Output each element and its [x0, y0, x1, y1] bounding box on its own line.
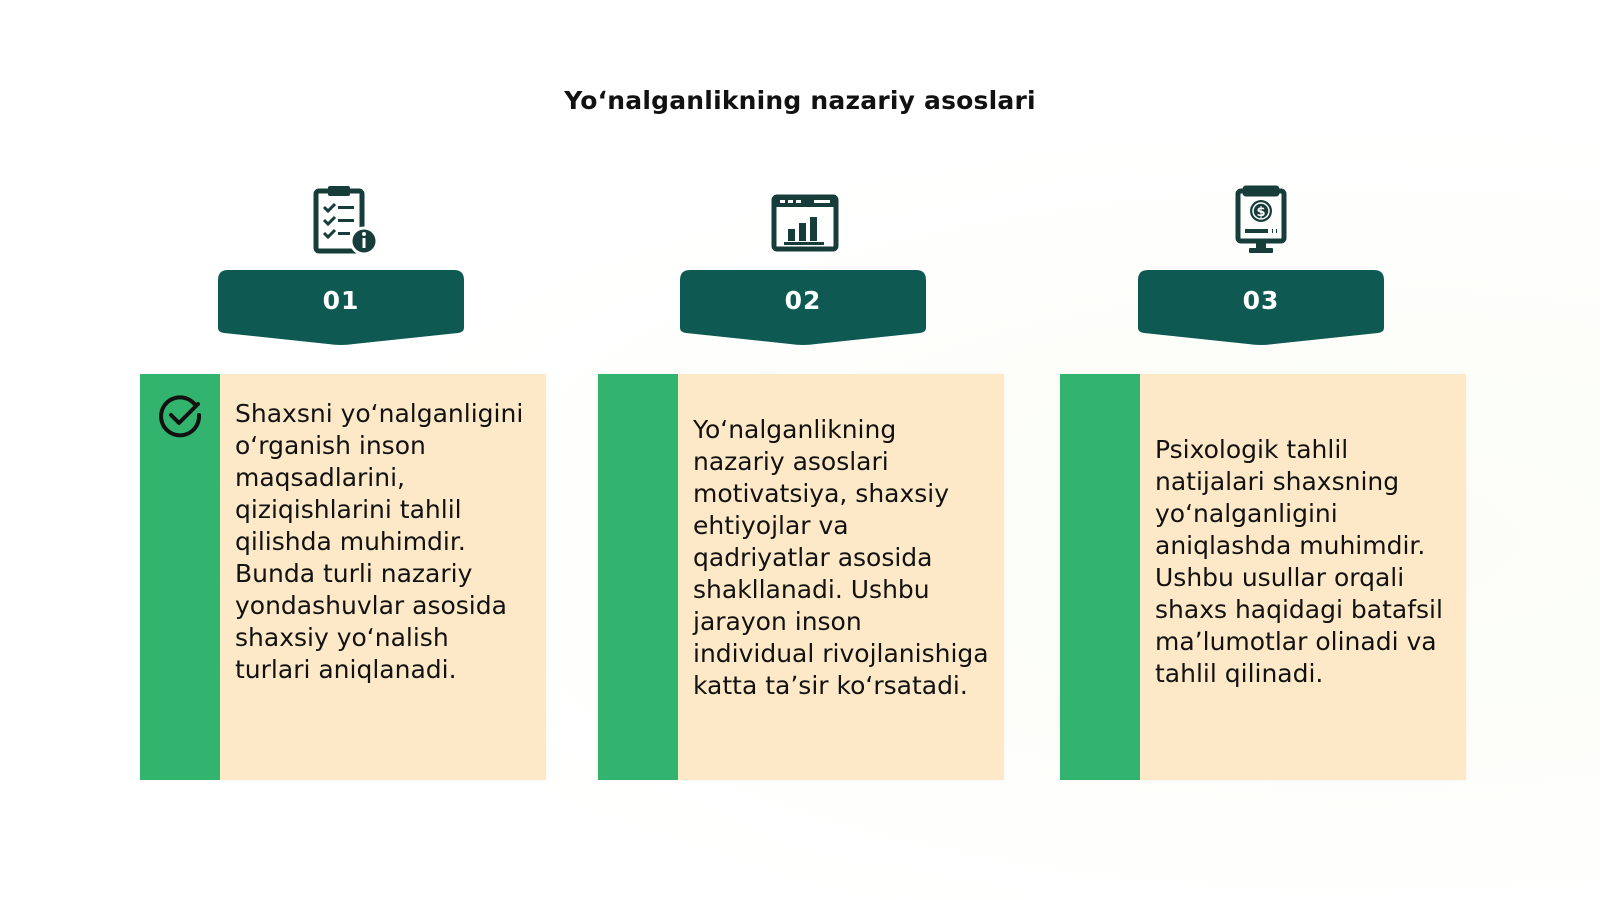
step-number-2: 02 — [784, 286, 822, 315]
card-accent-bar — [140, 374, 220, 780]
step-number-3: 03 — [1242, 286, 1280, 315]
check-circle-icon — [158, 392, 204, 438]
card-text-2: Yoʻnalganlikning nazariy asoslari motivatsiya, shaxsiy ehtiyojlar va qadriyatlar asosida shakllanadi. Ushbu jarayon inson individual rivojlanishiga katta taʼsir koʻrsatadi. — [693, 415, 989, 700]
column-1 — [140, 0, 560, 900]
step-number-1: 01 — [322, 286, 360, 315]
svg-text:$: $ — [1256, 205, 1266, 220]
step-badge-1 — [218, 270, 464, 346]
card-accent-bar — [598, 374, 678, 780]
analytics-window-icon — [766, 185, 846, 259]
clipboard-info-icon — [306, 185, 386, 259]
info-card-2 — [598, 374, 1004, 780]
column-3 — [1058, 0, 1478, 900]
step-badge-2 — [680, 270, 926, 346]
step-badge-3 — [1138, 270, 1384, 346]
card-text-1: Shaxsni yoʻnalganligini oʻrganish inson maqsadlarini, qiziqishlarini tahlil qilishda muhimdir. Bunda turli nazariy yondashuvlar asosida shaxsiy yoʻnalish turlari aniqlanadi. — [235, 399, 524, 684]
card-text-3: Psixologik tahlil natijalari shaxsning yoʻnalganligini aniqlashda muhimdir. Ushbu usullar orqali shaxs haqidagi batafsil maʼlumotlar olinadi va tahlil qilinadi. — [1155, 435, 1443, 688]
dollar-monitor-icon — [1222, 185, 1302, 259]
page-title: Yoʻnalganlikning nazariy asoslari — [564, 86, 1036, 115]
info-card-3 — [1060, 374, 1466, 780]
card-accent-bar — [1060, 374, 1140, 780]
info-card-1 — [140, 374, 546, 780]
column-2 — [596, 0, 1016, 900]
